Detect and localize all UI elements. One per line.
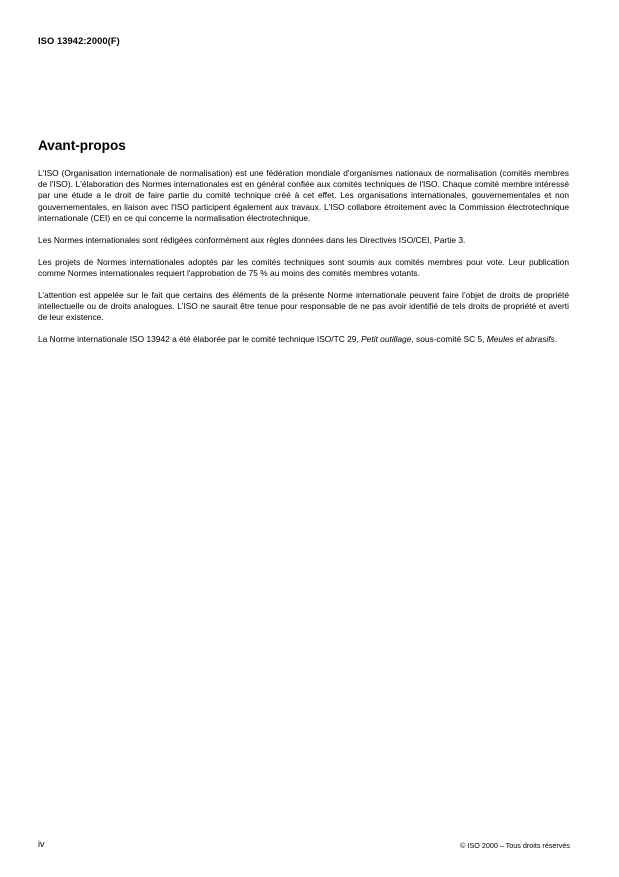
paragraph-iso-intro: L'ISO (Organisation internationale de normalisation) est une fédération mondiale d'organismes nationaux de normalisation (comités membres de l'ISO). L'élaboration des Normes internationales est en général confiée aux comités techniques de l'ISO. Chaque comité membre intéressé par une étude a le droit de faire partie du comité technique créé à cet effet. Les organisations internationales, gouvernementales et non gouvernementales, en liaison avec l'ISO participent également aux travaux. L'ISO collabore étroitement avec la Commission électrotechnique internationale (CEI) en ce qui concerne la normalisation électrotechnique. xyxy=(38,168,569,223)
paragraph-committee xyxy=(38,334,569,345)
paragraph-patent-rights: L’attention est appelée sur le fait que certains des éléments de la présente Norme internationale peuvent faire l’objet de droits de propriété intellectuelle ou de droits analogues. L’ISO ne saurait être tenue pour responsable de ne pas avoir identifié de tels droits de propriété et averti de leur existence. xyxy=(38,290,569,323)
committee-text-part3: . xyxy=(554,334,558,345)
committee-text-part1: La Norme internationale ISO 13942 a été élaborée par le comité technique ISO/TC 29, xyxy=(38,334,362,345)
paragraph-directives: Les Normes internationales sont rédigées conformément aux règles données dans les Directives ISO/CEI, Partie 3. xyxy=(38,234,466,245)
document-identifier: ISO 13942:2000(F) xyxy=(38,36,120,46)
paragraph-voting: Les projets de Normes internationales adoptés par les comités techniques sont soumis aux comités membres pour vote. Leur publication comme Normes internationales requiert l'approbation de 75 % au moins des comités membres votants. xyxy=(38,256,569,279)
subcommittee-name: Meules et abrasifs xyxy=(486,334,555,345)
copyright-notice: © ISO 2000 – Tous droits réservés xyxy=(460,841,570,850)
committee-name: Petit outillage xyxy=(361,334,412,345)
section-title: Avant-propos xyxy=(38,138,126,153)
foreword-body xyxy=(38,168,569,356)
page-number: iv xyxy=(38,839,45,849)
committee-text-part2: , sous-comité SC 5, xyxy=(411,334,487,345)
